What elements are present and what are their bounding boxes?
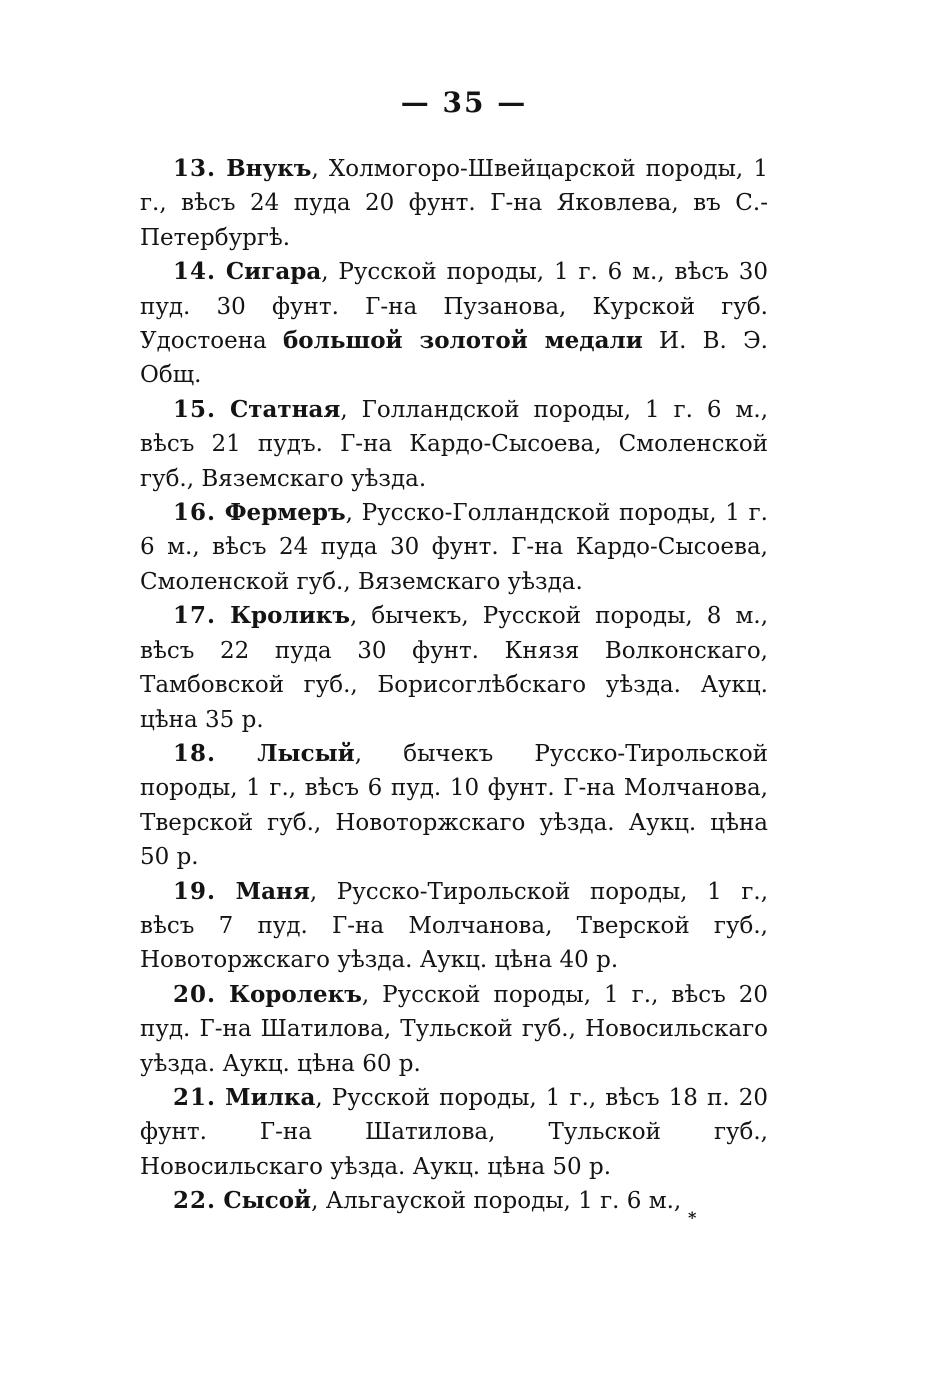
animal-name: Маня (235, 877, 310, 905)
entry-text: , Русской породы, 1 г., вѣсъ 18 п. 20 фунт. Г-на Шатилова, Тульской губ., Новосильскаго уѣзда. Аукц. цѣна 50 р. (140, 1084, 768, 1180)
entry-text: , Русско-Голландской породы, 1 г. 6 м., вѣсъ 24 пуда 30 фунт. Г-на Кардо-Сысоева, Смоленской губ., Вяземскаго уѣзда. (140, 500, 768, 595)
entry-text: , Альгауской породы, 1 г. 6 м., (311, 1188, 682, 1215)
entry-number: 19. (173, 877, 217, 905)
animal-name: Милка (225, 1083, 316, 1111)
entry-text: , Русско-Тирольской породы, 1 г., вѣсъ 7 пуд. Г-на Молчанова, Тверской губ., Новоторжскаго уѣзда. Аукц. цѣна 40 р. (140, 878, 769, 974)
animal-name: Королекъ (229, 980, 362, 1008)
entry-14 (140, 255, 768, 393)
entry-text: , бычекъ, Русской породы, 8 м., вѣсъ 22 пуда 30 фунт. Князя Волконскаго, Тамбовской губ., Борисоглѣбскаго уѣзда. Аукц. цѣна 35 р. (140, 603, 769, 733)
animal-name: Лысый (257, 739, 355, 767)
animal-name: Внукъ (226, 155, 312, 182)
entry-16 (140, 496, 768, 599)
entry-number: 17. (173, 602, 217, 630)
entry-text: , Холмогоро-Швейцарской породы, 1 г., вѣсъ 24 пуда 20 фунт. Г-на Яковлева, въ С.-Петербургѣ. (140, 156, 769, 251)
animal-name: Сигара (225, 258, 322, 286)
entry-text: , Русской породы, 1 г., вѣсъ 20 пуд. Г-на Шатилова, Тульской губ., Новосильскаго уѣзда. Аукц. цѣна 60 р. (140, 981, 769, 1077)
entry-text: , Голландской породы, 1 г. 6 м., вѣсъ 21 пудъ. Г-на Кардо-Сысоева, Смоленской губ., Вяземскаго уѣзда. (140, 396, 769, 492)
animal-name: Статная (229, 395, 341, 423)
entry-number: 22. (173, 1187, 217, 1215)
entry-20 (140, 978, 768, 1081)
entry-list (140, 152, 768, 1219)
award-text: большой золотой медали (282, 327, 643, 355)
entry-15 (140, 393, 768, 496)
animal-name: Фермеръ (224, 499, 346, 527)
animal-name: Кроликъ (230, 602, 350, 630)
entry-22 (140, 1184, 768, 1218)
entry-number: 20. (173, 980, 217, 1008)
entry-21 (140, 1081, 768, 1184)
page-number: — 35 — (400, 86, 528, 119)
entry-19 (140, 875, 768, 978)
entry-18 (140, 737, 768, 875)
entry-text: , бычекъ Русско-Тирольской породы, 1 г., вѣсъ 6 пуд. 10 фунт. Г-на Молчанова, Тверской губ., Новоторжскаго уѣзда. Аукц. цѣна 50 р. (140, 740, 768, 871)
entry-number: 21. (173, 1083, 217, 1111)
entry-number: 16. (173, 499, 217, 527)
entry-13 (140, 152, 768, 255)
entry-number: 15. (173, 395, 217, 423)
animal-name: Сысой (223, 1187, 312, 1215)
entry-text: , Русской породы, 1 г. 6 м., вѣсъ 30 пуд. 30 фунт. Г-на Пузанова, Курской губ. Удостоена (140, 259, 768, 355)
entry-number: 18. (173, 739, 217, 767)
signature-mark: * (688, 1208, 697, 1227)
entry-17 (140, 599, 768, 737)
entry-text-after: И. В. Э. Общ. (140, 328, 768, 389)
entry-number: 14. (173, 258, 217, 286)
entry-number: 13. (173, 155, 217, 182)
